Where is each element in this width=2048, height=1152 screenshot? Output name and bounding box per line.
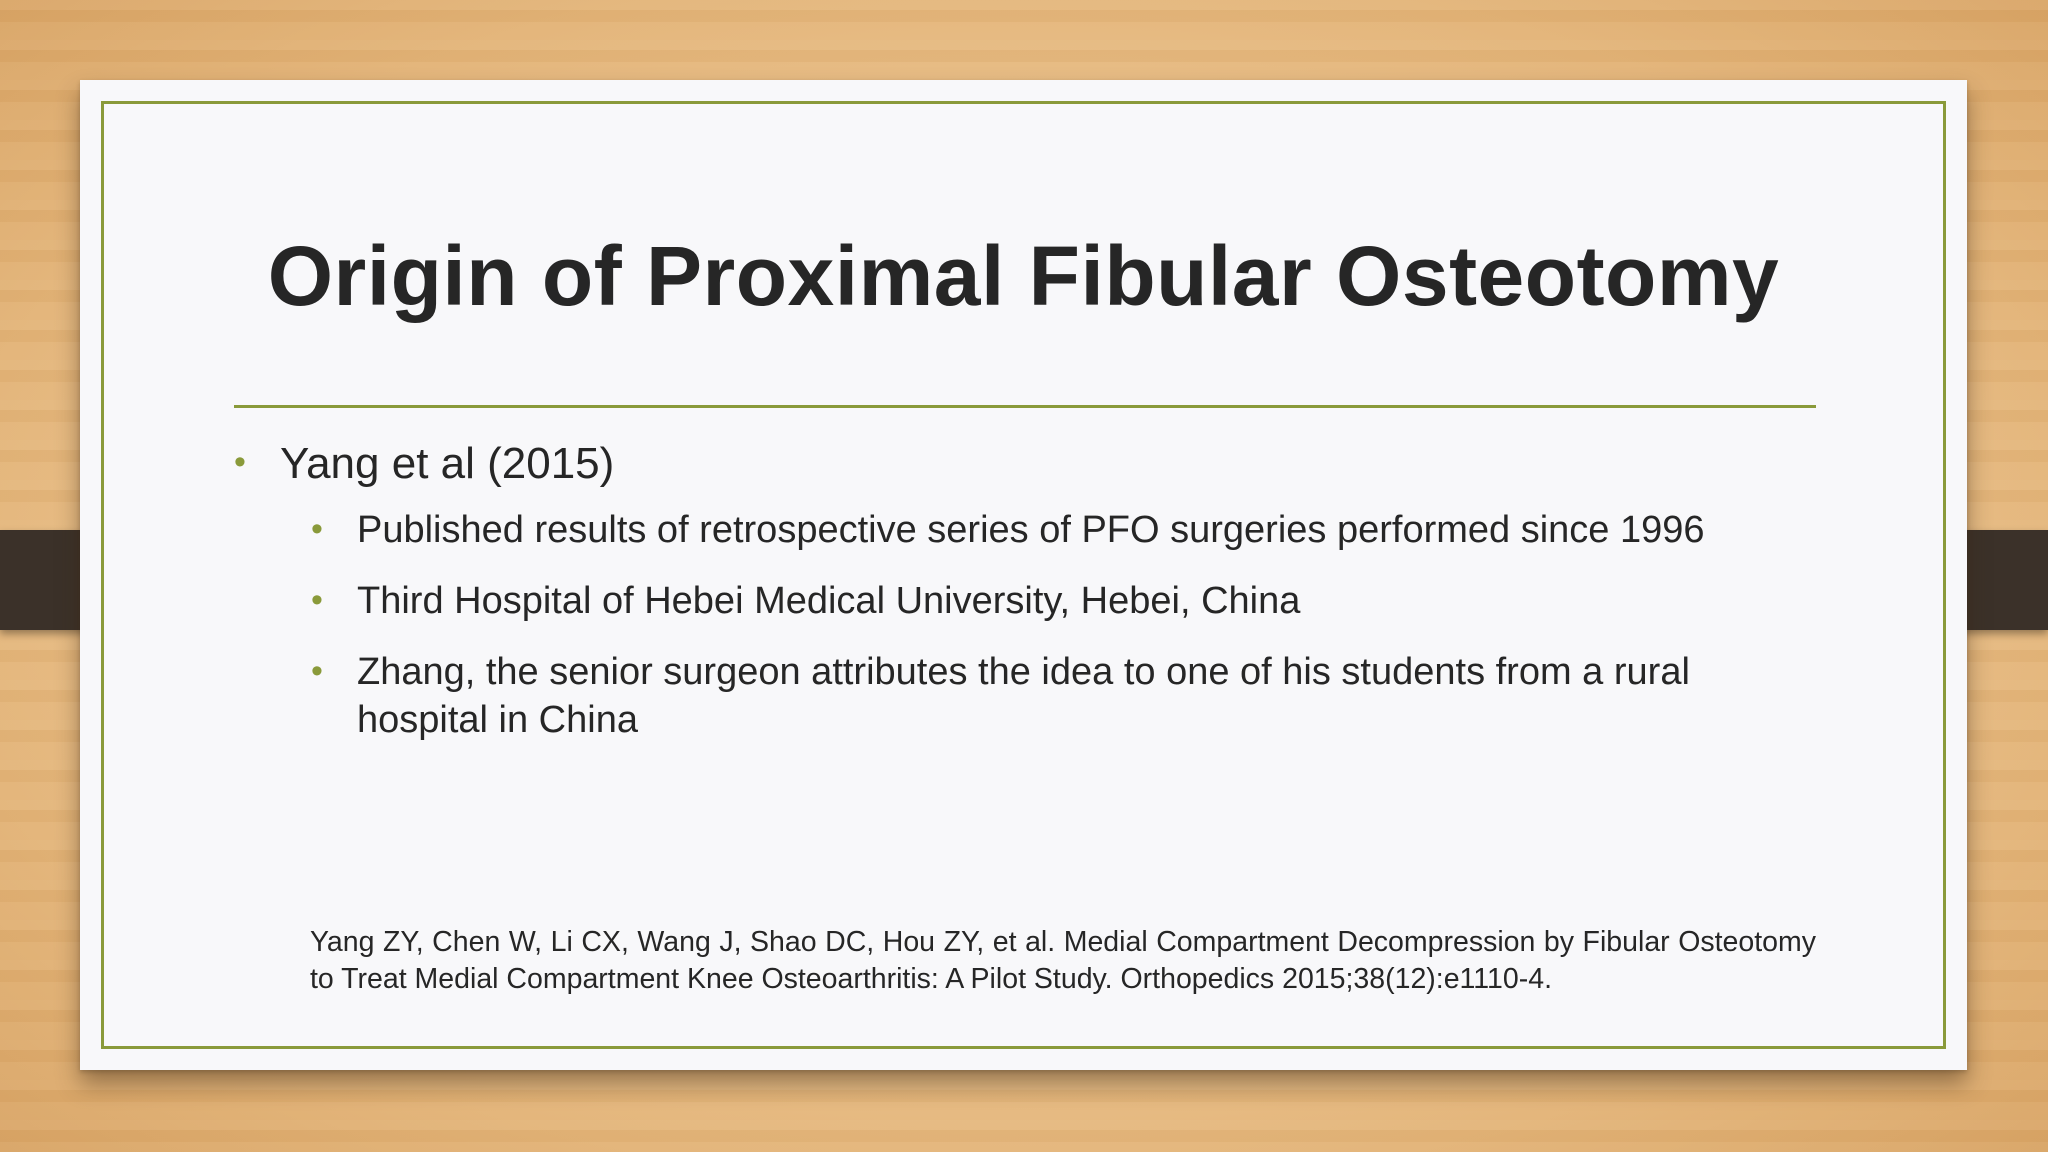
slide-paper [80, 80, 1967, 1070]
sub-bullet-text: Third Hospital of Hebei Medical University, Hebei, China [357, 580, 1301, 622]
title-divider [234, 405, 1816, 408]
sub-bullet-item [311, 648, 1827, 744]
bullet-item [234, 436, 1834, 492]
sub-bullet-text: Zhang, the senior surgeon attributes the idea to one of his students from a rural hospital in China [357, 651, 1690, 741]
sub-bullet-item [311, 506, 1827, 554]
bullet-icon: • [311, 581, 323, 619]
bullet-text: Yang et al (2015) [280, 439, 615, 488]
bullet-icon: • [311, 652, 323, 690]
slide-title: Origin of Proximal Fibular Osteotomy [267, 229, 1780, 323]
sub-bullet-text: Published results of retrospective series of PFO surgeries performed since 1996 [357, 509, 1705, 551]
bullet-icon: • [234, 443, 246, 481]
reference-citation: Yang ZY, Chen W, Li CX, Wang J, Shao DC, Hou ZY, et al. Medial Compartment Decompression by Fibular Osteotomy to Treat Medial Compartment Knee Osteoarthritis: A Pilot Study. Orthopedics 2015;38(12):e1110-4. [310, 926, 1816, 995]
sub-bullet-item [311, 577, 1827, 625]
bullet-icon: • [311, 510, 323, 548]
bullet-list [234, 436, 1834, 767]
